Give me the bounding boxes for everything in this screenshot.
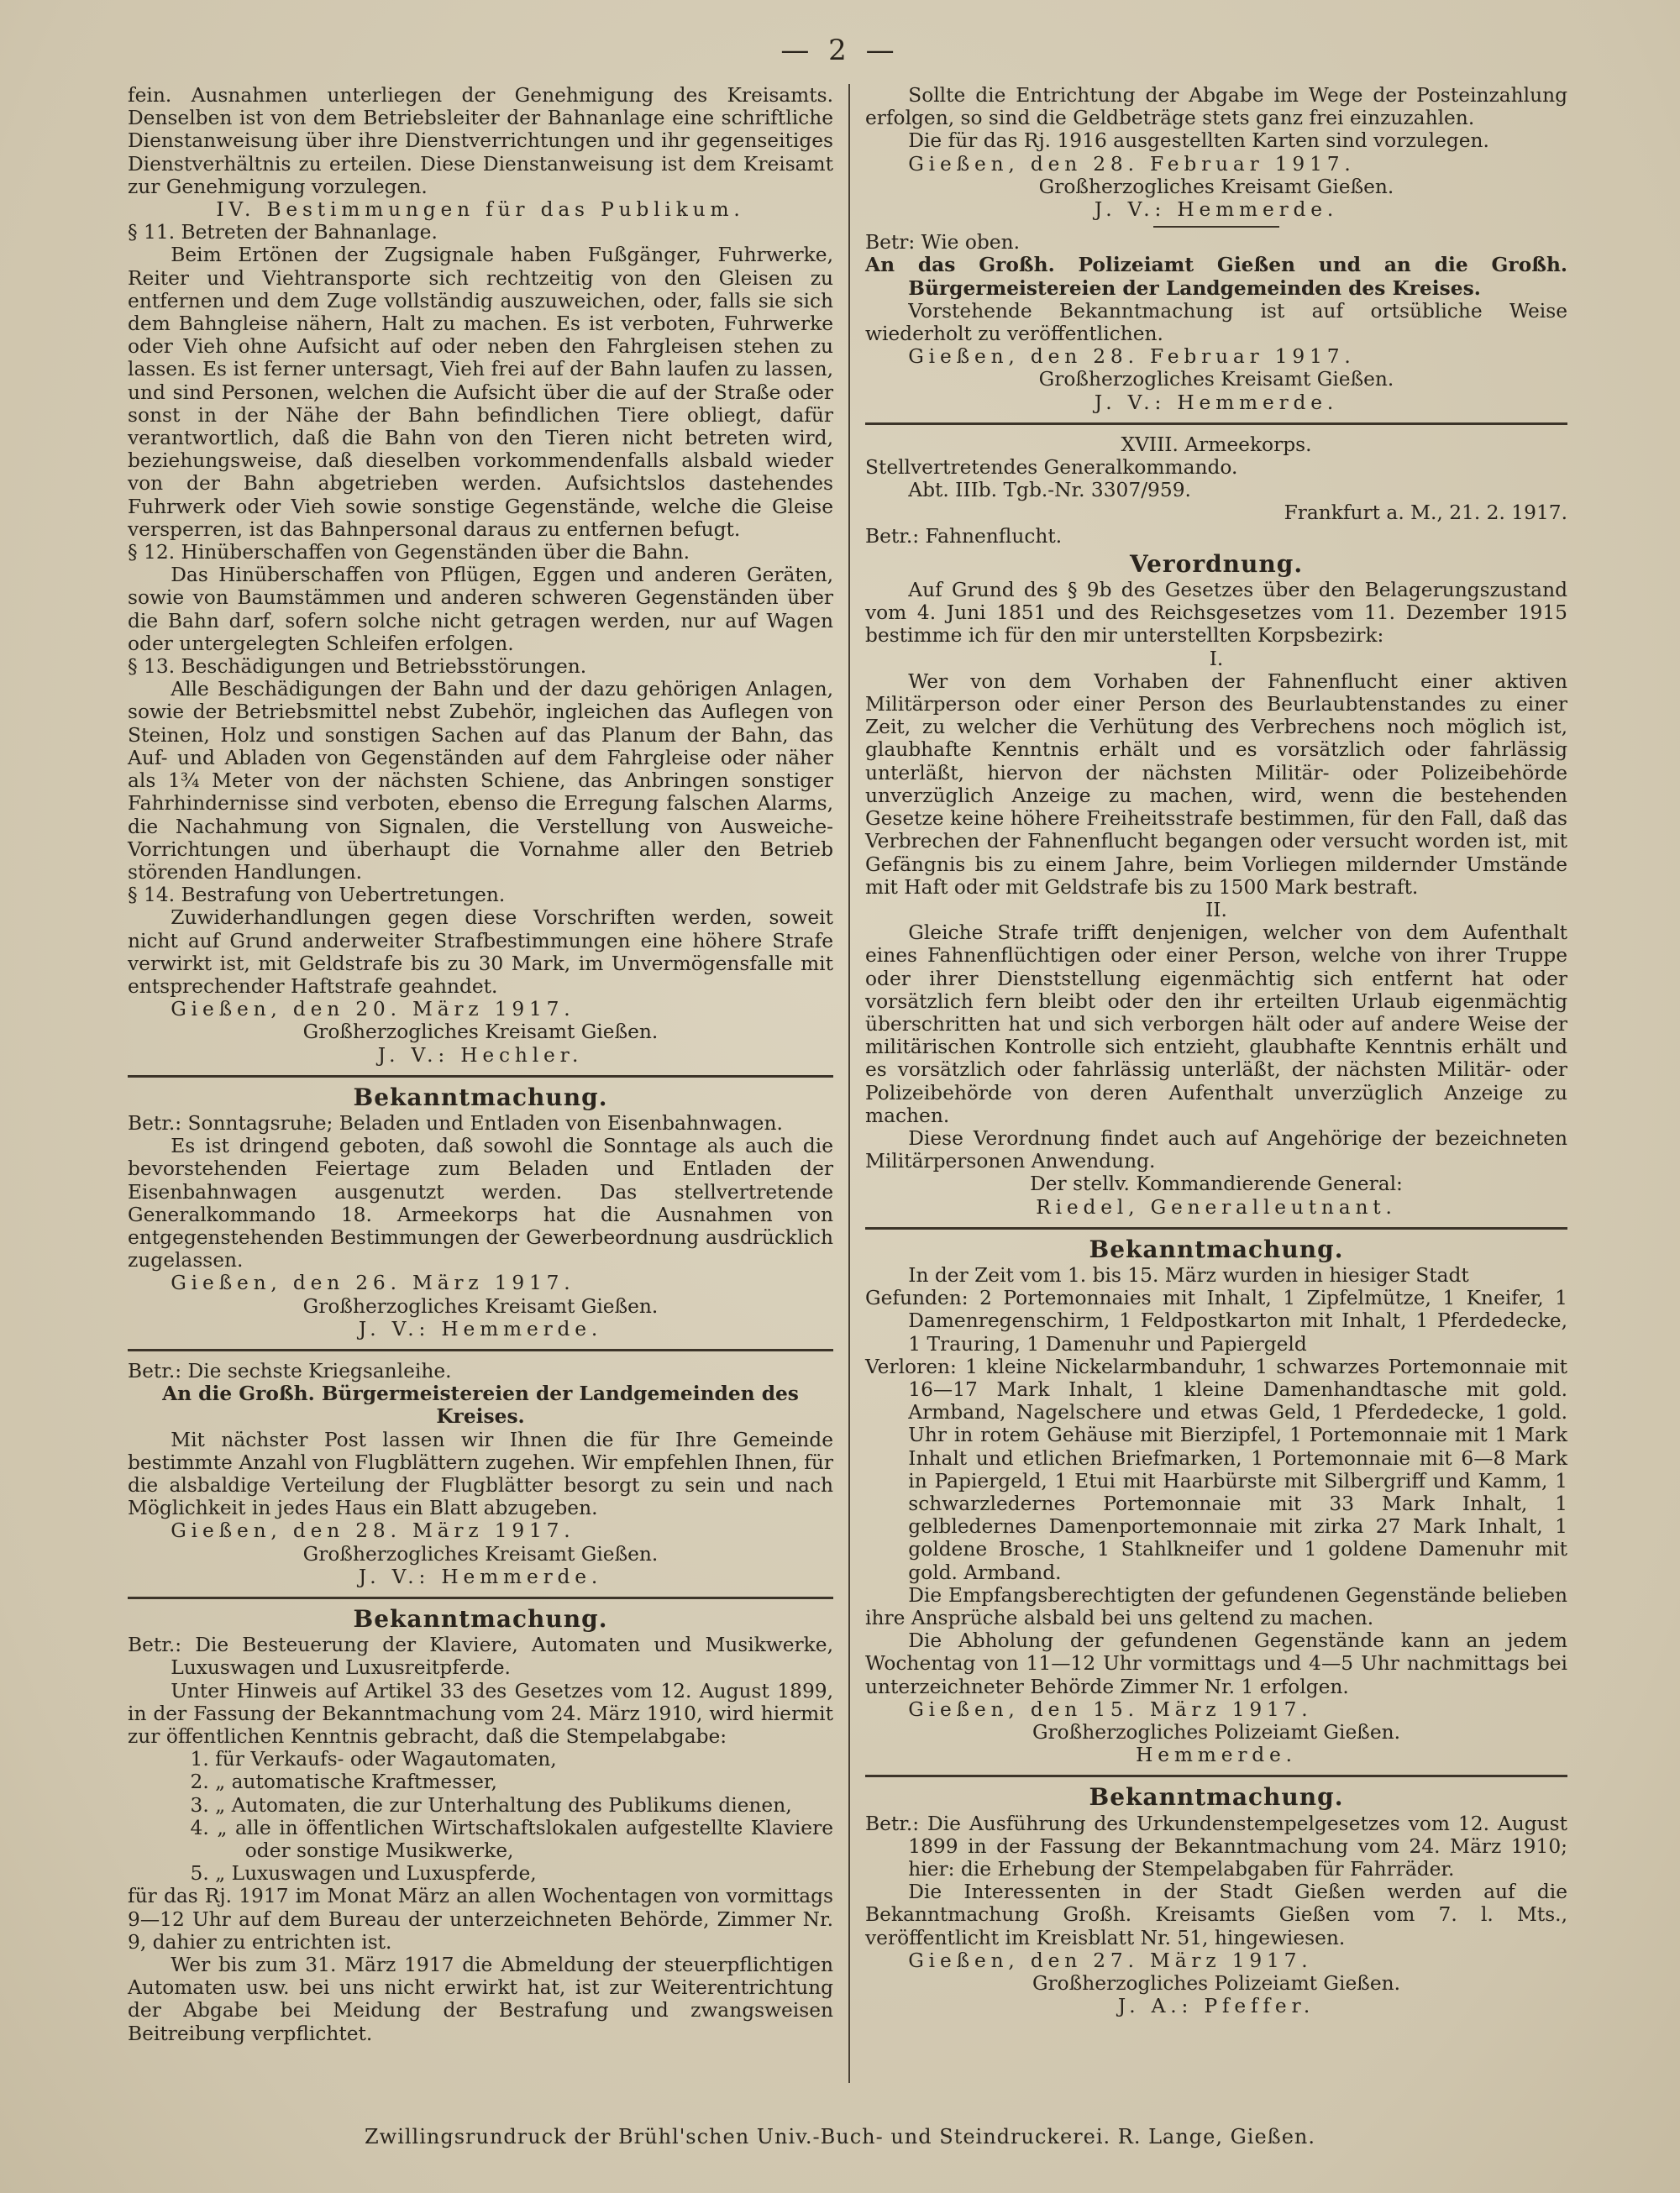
column-divider — [848, 84, 850, 2083]
regulation-continuation: fein. Ausnahmen unterliegen der Genehmigung des Kreisamts. Denselben ist von dem Betriebsleiter der Bahnanlage eine schriftliche Dienstanweisung über ihre Dienstverrichtungen und ihr gegenseitiges Dienstverhältnis zu erteilen. Diese Dienstanweisung ist dem Kreisamt zur Genehmigung vorzulegen. — [128, 84, 833, 198]
section-rule — [128, 1349, 833, 1351]
notice-authority: Großherzogliches Kreisamt Gießen. — [302, 1294, 659, 1318]
command-heading: Stellvertretendes Generalkommando. — [865, 456, 1238, 480]
general-signature: Riedel, Generalleutnant. — [1036, 1195, 1397, 1219]
notice-signature: J. V.: Hechler. — [377, 1043, 584, 1067]
notice-text: Es ist dringend geboten, daß sowohl die Sonntage als auch die bevorstehenden Feiertage zum Beladen und Entladen der Eisenbahnwagen ausgenutzt werden. Das stellvertretende Generalkommando 18. Armeekorps hat die Ausnahmen von entgegenstehenden Bestimmungen der Gewerbeordnung ausdrücklich zugelassen. — [128, 1135, 833, 1272]
section-rule — [865, 1775, 1567, 1777]
section-rule — [128, 1597, 833, 1599]
lost-items: Verloren: 1 kleine Nickelarmbanduhr, 1 schwarzes Portemonnaie mit 16—17 Mark Inhalt, 1 kleine Damenhandtasche mit gold. Armband, Nagelschere und etwas Geld, 1 Pferdedecke, 1 gold. Uhr in rotem Gehäuse mit Bierzipfel, 1 Portemonnaie mit 1 Mark Inhalt und etlichen Briefmarken, 1 Portemonnaie mit 6—8 Mark in Papiergeld, 1 Etui mit Haarbürste mit Silbergriff und Kamm, 1 schwarzledernes Portemonnaie mit 33 Mark Inhalt, 1 gelbledernes Damenportemonnaie mit zirka 27 Mark Inhalt, 1 goldene Brosche, 1 Stahlkneifer und 1 goldene Damenuhr mit gold. Armband. — [865, 1355, 1567, 1584]
paragraph-12-text: Das Hinüberschaffen von Pflügen, Eggen und anderen Geräten, sowie von Baumstämmen und anderen schweren Gegenständen über die Bahn darf, sofern solche nicht getragen werden, nur auf Wagen oder untergelegten Schleifen erfolgen. — [128, 564, 833, 655]
list-item: 4. „ alle in öffentlichen Wirtschaftslokalen aufgestellte Klaviere oder sonstige Musikwerke, — [190, 1816, 833, 1863]
notice-text: Die Empfangsberechtigten der gefundenen Gegenstände belieben ihre Ansprüche alsbald bei uns geltend zu machen. — [865, 1583, 1567, 1629]
notice-subject: Betr: Wie oben. — [865, 231, 1020, 254]
ordinance-applicability: Diese Verordnung findet auch auf Angehörige der bezeichneten Militärpersonen Anwendung. — [865, 1126, 1567, 1173]
railway-regulation-section — [128, 84, 833, 1067]
notice-text-2: Die für das Rj. 1916 ausgestellten Karten sind vorzulegen. — [908, 129, 1489, 153]
notice-text: Sollte die Entrichtung der Abgabe im Wege der Posteinzahlung erfolgen, so sind die Geldbeträge stets ganz frei einzuzahlen. — [865, 84, 1567, 130]
list-item: 2. „ automatische Kraftmesser, — [190, 1771, 497, 1794]
notice-authority: Großherzogliches Kreisamt Gießen. — [302, 1542, 659, 1566]
general-title: Der stellv. Kommandierende General: — [1030, 1173, 1403, 1196]
ordinance-section-2: Gleiche Strafe trifft denjenigen, welcher von dem Aufenthalt eines Fahnenflüchtigen oder einer Person, welche von ihrer Truppe oder ihrer Dienststellung eigenmächtig sich entfernt hat oder vorsätzlich fern bleibt oder den ihr erteilten Urlaub eigenmächtig überschritten hat und sich verborgen hält oder auf andere Weise der militärischen Kontrolle sich entzieht, glaubhafte Kenntnis erhält und es vorsätzlich oder fahrlässig unterläßt, der nächsten Militär- oder Polizeibehörde von deren Aufenthalt unverzüglich Anzeige zu machen. — [865, 921, 1567, 1127]
paragraph-13-title: § 13. Beschädigungen und Betriebsstörungen. — [128, 655, 587, 679]
left-column — [128, 84, 833, 2050]
notice-signature: J. A.: Pfeffer. — [1117, 1995, 1315, 2018]
notice-title: Bekanntmachung. — [1089, 1235, 1344, 1263]
printer-imprint: Zwillingsrundruck der Brühl'schen Univ.-Buch- und Steindruckerei. R. Lange, Gießen. — [364, 2125, 1315, 2148]
section-heading-iv: IV. Bestimmungen für das Publikum. — [216, 198, 745, 222]
repeat-publication-notice — [865, 231, 1567, 414]
notice-date: Gießen, den 28. März 1917. — [171, 1519, 575, 1543]
section-rule — [128, 1075, 833, 1078]
notice-text-3: Wer bis zum 31. März 1917 die Abmeldung der steuerpflichtigen Automaten usw. bei uns nicht erwirkt hat, ist zur Weiterentrichtung der Abgabe bei Meidung der Bestrafung und zwangsweisen Beitreibung verpflichtet. — [128, 1954, 833, 2045]
notice-authority: Großherzogliches Polizeiamt Gießen. — [1032, 1972, 1401, 1996]
notice-date: Gießen, den 28. Februar 1917. — [908, 152, 1356, 176]
notice-signature: J. V.: Hemmerde. — [358, 1565, 603, 1588]
paragraph-13-text: Alle Beschädigungen der Bahn und der dazu gehörigen Anlagen, sowie der Betriebsmittel nebst Zubehör, ingleichen das Auflegen von Steinen, Holz und sonstigen Sachen auf das Planum der Bahn, das Auf- und Abladen von Gegenständen auf dem Fahrgleise oder näher als 1¾ Meter von der nächsten Schiene, das Anbringen sonstiger Fahrhindernisse sind verboten, ebenso die Erregung falschen Alarms, die Nachahmung von Signalen, die Verstellung von Ausweiche-Vorrichtungen und überhaupt die Vornahme aller den Betrieb störenden Handlungen. — [128, 678, 833, 884]
section-rule — [865, 422, 1567, 425]
notice-signature: J. V.: Hemmerde. — [1094, 391, 1339, 414]
paragraph-11-text: Beim Ertönen der Zugsignale haben Fußgänger, Fuhrwerke, Reiter und Viehtransporte sich rechtzeitig von den Gleisen zu entfernen und dem Zuge vollständig auszuweichen, oder, falls sie sich dem Bahngleise nähern, Halt zu machen. Es ist verboten, Fuhrwerke oder Vieh ohne Aufsicht auf oder neben den Fahrgleisen stehen zu lassen. Es ist ferner untersagt, Vieh frei auf der Bahn laufen zu lassen, und sind Personen, welchen die Aufsicht über die auf der Straße oder sonst in der Nähe der Bahn befindlichen Tiere obliegt, dafür verantwortlich, daß die Bahn von den Tieren nicht betreten wird, beziehungsweise, daß dieselben vorkommendenfalls alsbald wieder von der Bahn abgetrieben werden. Aufsichtslos dastehendes Fuhrwerk oder Vieh sowie sonstige Gegenstände, welche die Gleise versperren, ist das Bahnpersonal daraus zu entfernen befugt. — [128, 244, 833, 541]
found-items: Gefunden: 2 Portemonnaies mit Inhalt, 1 Zipfelmütze, 1 Kneifer, 1 Damenregenschirm, 1 Feldpostkarton mit Inhalt, 1 Pferdedecke, 1 Trauring, 1 Damenuhr und Papiergeld — [865, 1287, 1567, 1356]
notice-date: Gießen, den 20. März 1917. — [171, 998, 575, 1021]
notice-text-2: für das Rj. 1917 im Monat März an allen Wochentagen von vormittags 9—12 Uhr auf dem Bureau der unterzeichneten Behörde, Zimmer Nr. 9, dahier zu entrichten ist. — [128, 1885, 833, 1954]
notice-text-2: Die Abholung der gefundenen Gegenstände kann an jedem Wochentag von 11—12 Uhr vormittags und 4—5 Uhr nachmittags bei unterzeichneter Behörde Zimmer Nr. 1 erfolgen. — [865, 1629, 1567, 1698]
desertion-ordinance — [865, 433, 1567, 1219]
list-item: 5. „ Luxuswagen und Luxuspferde, — [190, 1862, 537, 1886]
notice-authority: Großherzogliches Kreisamt Gießen. — [302, 1020, 659, 1044]
war-loan-notice — [128, 1360, 833, 1588]
ordinance-section-number: I. — [1209, 647, 1224, 670]
paragraph-12-title: § 12. Hinüberschaffen von Gegenständen über die Bahn. — [128, 541, 690, 564]
place-date: Frankfurt a. M., 21. 2. 1917. — [1284, 501, 1567, 525]
ordinance-section-number: II. — [1205, 898, 1227, 921]
page-number: — 2 — — [780, 34, 900, 67]
paragraph-14-text: Zuwiderhandlungen gegen diese Vorschriften werden, soweit nicht auf Grund anderweiter Strafbestimmungen eine höhere Strafe verwirkt ist, mit Geldstrafe bis zu 30 Mark, im Unvermögensfalle mit entsprechender Haftstrafe geahndet. — [128, 906, 833, 998]
list-item: 3. „ Automaten, die zur Unterhaltung des Publikums dienen, — [190, 1793, 792, 1817]
sunday-rest-notice — [128, 1083, 833, 1340]
short-rule — [1153, 226, 1279, 228]
notice-title: Bekanntmachung. — [1089, 1783, 1344, 1812]
section-rule — [865, 1227, 1567, 1230]
right-column — [865, 84, 1567, 2022]
notice-text: Mit nächster Post lassen wir Ihnen die für Ihre Gemeinde bestimmte Anzahl von Flugblättern zugehen. Wir empfehlen Ihnen, für die alsbaldige Verteilung der Flugblätter besorgt zu sein und nach Möglichkeit in jedes Haus ein Blatt abzugeben. — [128, 1428, 833, 1520]
piano-tax-continuation — [865, 84, 1567, 221]
ordinance-section-1: Wer von dem Vorhaben der Fahnenflucht einer aktiven Militärperson oder einer Person des Beurlaubtenstandes zu einer Zeit, zu welcher die Verhütung des Verbrechens noch möglich ist, glaubhafte Kenntnis erhält und es vorsätzlich oder fahrlässig unterläßt, hiervon der nächsten Militär- oder Polizeibehörde unverzüglich Anzeige zu machen, wird, wenn die bestehenden Gesetze keine höhere Freiheitsstrafe bestimmen, für den Fall, daß das Verbrechen der Fahnenflucht begangen oder versucht worden ist, mit Gefängnis bis zu einem Jahre, beim Vorliegen mildernder Umstände mit Haft oder mit Geldstrafe bis zu 1500 Mark bestraft. — [865, 669, 1567, 899]
notice-authority: Großherzogliches Polizeiamt Gießen. — [1032, 1721, 1401, 1744]
notice-address: An das Großh. Polizeiamt Gießen und an die Großh. Bürgermeistereien der Landgemeinden des Kreises. — [865, 254, 1567, 300]
notice-date: Gießen, den 26. März 1917. — [171, 1272, 575, 1295]
stamp-duty-notice — [865, 1783, 1567, 2018]
notice-subject: Betr.: Die Ausführung des Urkundenstempelgesetzes vom 12. August 1899 in der Fassung der Bekanntmachung vom 24. März 1910; hier: die Erhebung der Stempelabgaben für Fahrräder. — [865, 1812, 1567, 1881]
notice-title: Bekanntmachung. — [353, 1605, 608, 1633]
notice-text: Unter Hinweis auf Artikel 33 des Gesetzes vom 12. August 1899, in der Fassung der Bekanntmachung vom 24. März 1910, wird hiermit zur öffentlichen Kenntnis gebracht, daß die Stempelabgabe: — [128, 1679, 833, 1749]
notice-signature: J. V.: Hemmerde. — [358, 1317, 603, 1340]
file-number: Abt. IIIb. Tgb.-Nr. 3307/959. — [908, 479, 1191, 502]
piano-tax-notice — [128, 1605, 833, 2045]
notice-subject: Betr.: Sonntagsruhe; Beladen und Entladen von Eisenbahnwagen. — [128, 1111, 783, 1135]
notice-text: Vorstehende Bekanntmachung ist auf ortsübliche Weise wiederholt zu veröffentlichen. — [865, 299, 1567, 346]
list-item: 1. für Verkaufs- oder Wagautomaten, — [190, 1748, 557, 1771]
notice-authority: Großherzogliches Kreisamt Gießen. — [1038, 175, 1394, 198]
notice-date: Gießen, den 28. Februar 1917. — [908, 345, 1356, 369]
notice-title: Bekanntmachung. — [353, 1083, 608, 1111]
notice-authority: Großherzogliches Kreisamt Gießen. — [1038, 368, 1394, 391]
ordinance-intro: Auf Grund des § 9b des Gesetzes über den Belagerungszustand vom 4. Juni 1851 und des Reichsgesetzes vom 11. Dezember 1915 bestimme ich für den mir unterstellten Korpsbezirk: — [865, 579, 1567, 648]
ordinance-title: Verordnung. — [1129, 549, 1304, 578]
notice-subject: Betr.: Die Besteuerung der Klaviere, Automaten und Musikwerke, Luxuswagen und Luxusreitpferde. — [128, 1634, 833, 1680]
notice-address: An die Großh. Bürgermeistereien der Landgemeinden des Kreises. — [162, 1382, 799, 1429]
notice-text: Die Interessenten in der Stadt Gießen werden auf die Bekanntmachung Großh. Kreisamts Gießen vom 7. l. Mts., veröffentlicht im Kreisblatt Nr. 51, hingewiesen. — [865, 1881, 1567, 1949]
lost-and-found-notice — [865, 1235, 1567, 1767]
tax-items-list — [191, 1748, 833, 1885]
notice-date: Gießen, den 27. März 1917. — [908, 1949, 1313, 1972]
notice-signature: Hemmerde. — [1136, 1744, 1297, 1767]
notice-intro: In der Zeit vom 1. bis 15. März wurden in hiesiger Stadt — [908, 1263, 1469, 1287]
paragraph-11-title: § 11. Betreten der Bahnanlage. — [128, 221, 438, 244]
notice-subject: Betr.: Die sechste Kriegsanleihe. — [128, 1359, 452, 1382]
army-corps-heading: XVIII. Armeekorps. — [1121, 433, 1312, 456]
notice-signature: J. V.: Hemmerde. — [1094, 198, 1339, 222]
paragraph-14-title: § 14. Bestrafung von Uebertretungen. — [128, 884, 506, 907]
notice-subject: Betr.: Fahnenflucht. — [865, 524, 1063, 548]
notice-date: Gießen, den 15. März 1917. — [908, 1697, 1313, 1721]
